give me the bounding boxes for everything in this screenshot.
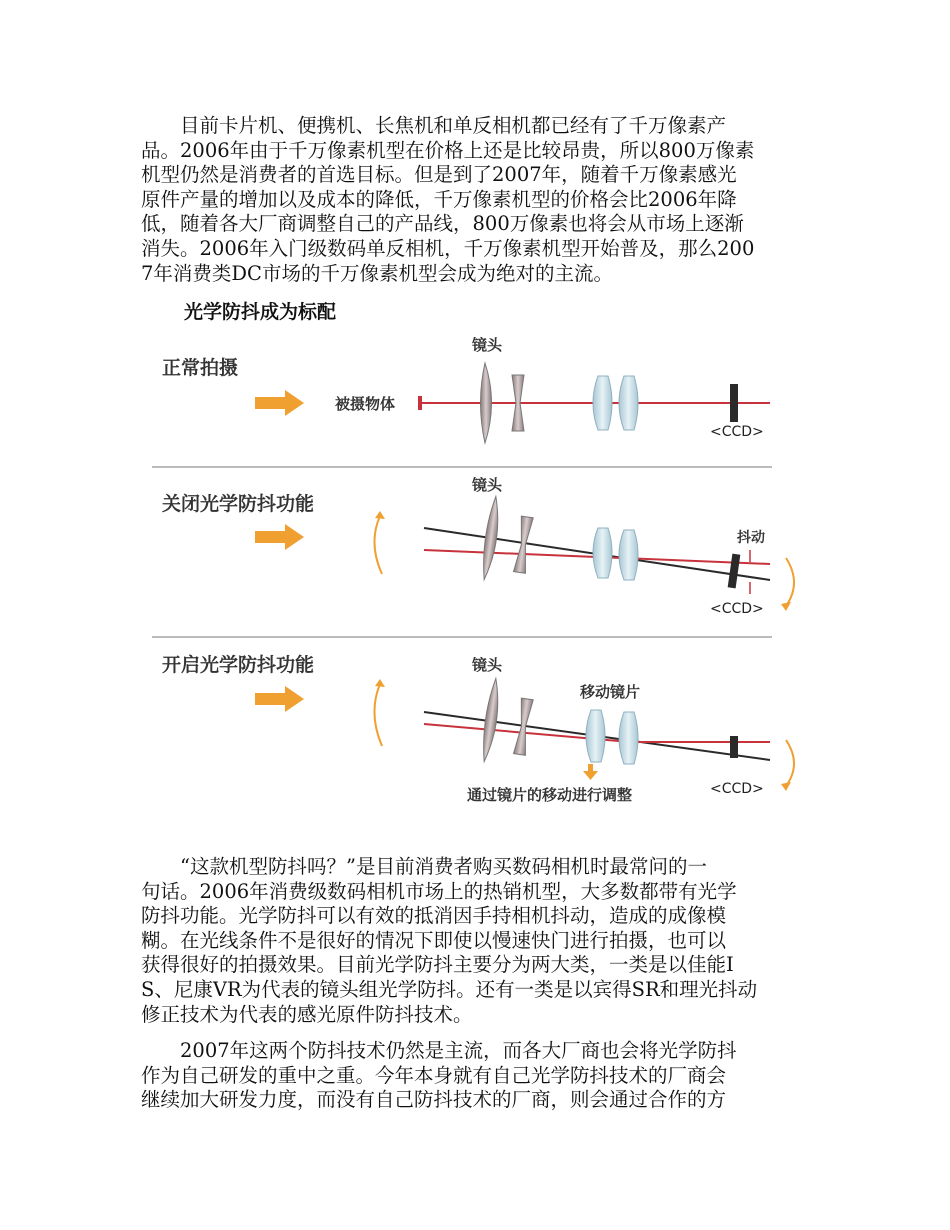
- front-lens: [480, 496, 503, 581]
- text-line: 目前卡片机、便携机、长焦机和单反相机都已经有了千万像素产: [141, 114, 727, 137]
- lens-label: 镜头: [472, 656, 503, 674]
- section-heading: 光学防抖成为标配: [184, 301, 337, 323]
- text-line: 2007年这两个防抖技术仍然是主流，而各大厂商也会将光学防抖: [141, 1039, 737, 1062]
- orange-arrow-icon: [255, 524, 304, 550]
- text-line: 品。2006年由于千万像素机型在价格上还是比较昂贵，所以800万像素: [141, 138, 755, 162]
- rotate-arrow-icon: [786, 740, 794, 786]
- ccd-label: <CCD>: [710, 424, 764, 440]
- text-line: 句话。2006年消费级数码相机市场上的热销机型，大多数都带有光学: [141, 879, 737, 903]
- object-marker: [418, 396, 422, 410]
- text-line: 获得很好的拍摄效果。目前光学防抖主要分为两大类，一类是以佳能I: [141, 953, 734, 977]
- stabilization-diagram: [142, 328, 814, 813]
- front-lens: [481, 363, 492, 443]
- lens-label: 镜头: [472, 476, 503, 494]
- text-line: 糊。在光线条件不是很好的情况下即使以慢速快门进行拍摄，也可以: [141, 928, 727, 952]
- panel-stabilization-on: [162, 653, 794, 804]
- text-line: 防抖功能。光学防抖可以有效的抵消因手持相机抖动，造成的成像模: [141, 904, 727, 928]
- blue-lens: [619, 530, 638, 580]
- lens-label: 镜头: [472, 336, 503, 354]
- object-label: 被摄物体: [335, 395, 396, 413]
- blue-lens: [619, 712, 638, 764]
- text-line: “这款机型防抖吗？”是目前消费者购买数码相机时最常问的一: [141, 855, 707, 878]
- rotate-arrow-icon: [374, 516, 382, 574]
- text-line: 机型仍然是消费者的首选目标。但是到了2007年，随着千万像素感光: [141, 163, 737, 187]
- panel-title: 开启光学防抖功能: [162, 654, 315, 676]
- blue-lens: [593, 376, 612, 430]
- rotate-arrow-head: [375, 679, 385, 687]
- panel-title: 正常拍摄: [162, 357, 239, 379]
- rotate-arrow-icon: [374, 684, 382, 746]
- orange-arrow-icon: [255, 390, 304, 416]
- paragraph-1: [141, 114, 809, 286]
- moving-blue-lens: [586, 710, 605, 762]
- panel-normal: [162, 336, 770, 443]
- text-line: 作为自己研发的重中之重。今年本身就有自己光学防抖技术的厂商会: [141, 1063, 727, 1087]
- text-line: 低，随着各大厂商调整自己的产品线，800万像素也将会从市场上逐渐: [141, 212, 744, 236]
- rotate-arrow-head: [375, 511, 385, 519]
- text-line: 继续加大研发力度，而没有自己防抖技术的厂商，则会通过合作的方: [141, 1088, 727, 1112]
- text-line: 7年消费类DC市场的千万像素机型会成为绝对的主流。: [141, 261, 613, 285]
- moving-lens-label: 移动镜片: [580, 683, 641, 701]
- paragraph-3: [141, 1039, 809, 1113]
- ccd-label: <CCD>: [710, 781, 764, 797]
- ccd-label: <CCD>: [710, 601, 764, 617]
- blue-lens: [593, 528, 612, 578]
- rotate-arrow-head: [781, 602, 791, 611]
- ccd-sensor: [730, 736, 738, 758]
- paragraph-2: [141, 855, 809, 1027]
- orange-arrow-icon: [255, 686, 304, 712]
- adjust-caption: 通过镜片的移动进行调整: [467, 786, 633, 804]
- shake-label: 抖动: [737, 530, 765, 546]
- ccd-sensor: [728, 554, 741, 589]
- rotate-arrow-head: [781, 782, 791, 791]
- blue-lens: [619, 376, 638, 430]
- text-line: S、尼康VR为代表的镜头组光学防抖。还有一类是以宾得SR和理光抖动: [141, 977, 758, 1001]
- panel-stabilization-off: [162, 476, 794, 617]
- panel-title: 关闭光学防抖功能: [162, 493, 315, 515]
- rotate-arrow-icon: [786, 558, 794, 606]
- text-line: 修正技术为代表的感光原件防抖技术。: [141, 1002, 473, 1026]
- down-arrow-icon: [583, 764, 598, 780]
- text-line: 消失。2006年入门级数码单反相机，千万像素机型开始普及，那么200: [141, 236, 755, 260]
- ccd-sensor: [730, 384, 738, 422]
- text-line: 原件产量的增加以及成本的降低，千万像素机型的价格会比2006年降: [141, 187, 737, 211]
